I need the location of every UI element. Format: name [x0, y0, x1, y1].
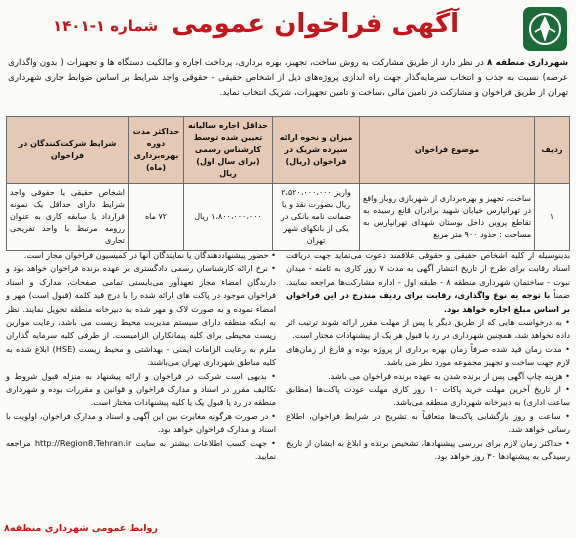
- intro-text: در نظر دارد از طریق مشارکت به روش ساخت، تجهیز، بهره برداری، پرداخت اجاره و مالکیت دستگاه ها و تجهیزات ( بدون واگذاری عرصه) نسبت به جذب و انتخاب سرمایه‌گذار جهت راه اندازی پروژه‌های ذیل از اشخاص حقیقی - حقوقی واجد شرایط بر اساس ضوابط جاری شهرداری تهران از طریق فراخوان و مشارکت در تامین مالی ،ساخت و تامین تجهیزات، شریک انتخاب نماید.: [8, 58, 568, 98]
- intro-paragraph: [8, 56, 568, 101]
- term-item: • حداکثر زمان لازم برای بررسی پیشنهادها، تشخیص برنده و ابلاغ به ایشان از تاریخ رسیدگی به پیشنهادها ۳۰ روز خواهد بود.: [286, 437, 570, 462]
- header-min-rent: حداقل اجاره سالیانه تعیین شده توسط کارشناس رسمی (برای سال اول) ریال: [184, 117, 273, 184]
- header-subject: موضوع فراخوان: [360, 117, 535, 184]
- cell-min-rent: ۱،۸۰۰،۰۰۰،۰۰۰ ریال: [184, 184, 273, 251]
- term-item: • حضور پیشنهاددهندگان یا نمایندگان آنها در کمیسیون فراخوان مجاز است.: [23, 250, 276, 260]
- header-period: حداکثر مدت دوره بهره‌برداری (ماه): [129, 117, 184, 184]
- term-item: • به درخواست هایی که از طریق دیگر یا پس از مهلت مقرر ارائه شوند ترتیب اثر داده نخواهد شد، همچنین شهرداری در رد یا قبول هر یک از پیشنهادات مختار است.: [286, 317, 570, 341]
- terms-left-column: [6, 249, 276, 464]
- cell-deposit: واریز ۲،۵۲۰،۰۰۰،۰۰۰ ریال بصورت نقد و یا ضمانت نامه بانکی در یکی از بانکهای شهر تهران: [273, 184, 360, 251]
- header-row-number: ردیف: [535, 117, 570, 184]
- announcement-number: شماره ۱-۱۴۰۱: [52, 17, 159, 35]
- organization-name: شهرداری منطقه ۸: [487, 58, 569, 68]
- term-item: • ساعت و روز بازگشایی پاکت‌ها متعاقباً به تشریح در شرایط فراخوان، اطلاع رسانی خواهد شد.: [286, 410, 570, 435]
- website-prefix: • جهت کسب اطلاعات بیشتر به سایت: [135, 437, 276, 448]
- header-conditions: شرایط شرکت‌کنندگان در فراخوان: [7, 117, 129, 184]
- header-deposit: میزان و نحوه ارائه سپرده شریک در فراخوان (ریال): [273, 117, 360, 184]
- cell-row-number: ۱: [535, 184, 570, 251]
- signature: روابط عمومی شهرداری منطقه۸: [4, 523, 158, 534]
- term-item: • در صورت هرگونه مغایرت بین این آگهی و اسناد و مدارک فراخوان، اولویت با اسناد و مدارک فراخوان خواهد بود.: [6, 410, 276, 435]
- tender-table: [6, 116, 570, 251]
- cell-subject: ساخت، تجهیز و بهره‌برداری از شهربازی روباز واقع در تهرانپارس خیابان شهید برادران قانع رسیده به تقاطع پروین داخل بوستان شهدای تهرانپارس به مساحت : حدود ۹۰۰ متر مربع: [360, 184, 535, 251]
- terms-section: [6, 249, 570, 529]
- rent-basis-note: با توجه به نوع واگذاری، رقابت برای ردیف مندرج در این فراخوان بر اساس مبلغ اجاره خواهد بود.: [286, 290, 570, 314]
- website-link[interactable]: http://Region8.Tehran.ir: [34, 437, 132, 448]
- municipality-logo-icon: [522, 6, 568, 52]
- website-term: [6, 437, 276, 464]
- cell-conditions: اشخاص حقیقی یا حقوقی واجد شرایط دارای حداقل یک نمونه قرارداد یا سابقه کاری به عنوان رزومه مرتبط با واحد تفریحی تجاری: [7, 184, 129, 251]
- term-item: • بدیهی است شرکت در فراخوان و ارائه پیشنهاد به منزله قبول شروط و تکالیف مقرر در اسناد و مدارک فراخوان و قوانین و مقررات بوده و شهرداری منطقه در رد یا قبول یک یا کلیه پیشنهادات مختار است.: [6, 370, 276, 408]
- cell-period: ۷۲ ماه: [129, 184, 184, 251]
- website-suffix: مراجعه نمایید.: [6, 437, 276, 462]
- invitation-text: بدینوسیله از کلیه اشخاص حقیقی و حقوقی علاقمند دعوت می‌نماید جهت دریافت اسناد رقابت برای طرح از تاریخ انتشار آگهی به مدت ۷ روز کاری به ثامنه - میدان نبوت - ساختمان شهرداری منطقه ۸ - طبقه اول - اداره مشارکت‌ها مراجعه نمایند. ضمناً: [286, 250, 570, 301]
- terms-right-column: [286, 249, 570, 464]
- term-item: • مدت زمان قید شده صرفاً زمان بهره برداری از پروژه بوده و فارغ از زمان‌های لازم جهت ساخت و تجهیز مجموعه مورد نظر می باشد.: [286, 343, 570, 368]
- page-title: آگهی فراخوان عمومی: [171, 9, 460, 39]
- table-row: [7, 184, 570, 251]
- term-item: • از تاریخ آخرین مهلت خرید پاکات ۱۰ روز کاری مهلت عودت پاکت‌ها (مطابق ساعت اداری) به دبیرخانه شهرداری منطقه می‌باشد.: [286, 384, 571, 408]
- table-header-row: [7, 117, 570, 184]
- term-item: • نرخ ارائه کارشناسان رسمی دادگستری بر عهده برنده فراخوان خواهد بود و دارندگان امضاء مجاز تعهدآور می‌بایستی تمامی صفحات، مدارک و اسناد فراخوان موجود در پاکت های ارائه شده را با درج قید کلمه (قبول است) مهر و امضاء نموده و به صورت لاک و مهر شده به دبیرخانه منطقه تحویل نمایند. نظر به اینکه منطقه دارای سیستم مدیریت محیط زیست می باشد، رعایت موازین زیست محیطی برای کلیه پیمانکاران الزامیست. از طرفی کلیه سرمایه گذاران ملزم به رعایت الزامات ایمنی - بهداشتی و محیط زیست (HSE) ابلاغ شده به کلیه مناطق شهرداری تهران می‌باشند.: [6, 263, 276, 368]
- header: [0, 6, 512, 42]
- term-item: • هزینه چاپ آگهی پس از برنده شدن به عهده برنده فراخوان می باشد.: [327, 370, 570, 381]
